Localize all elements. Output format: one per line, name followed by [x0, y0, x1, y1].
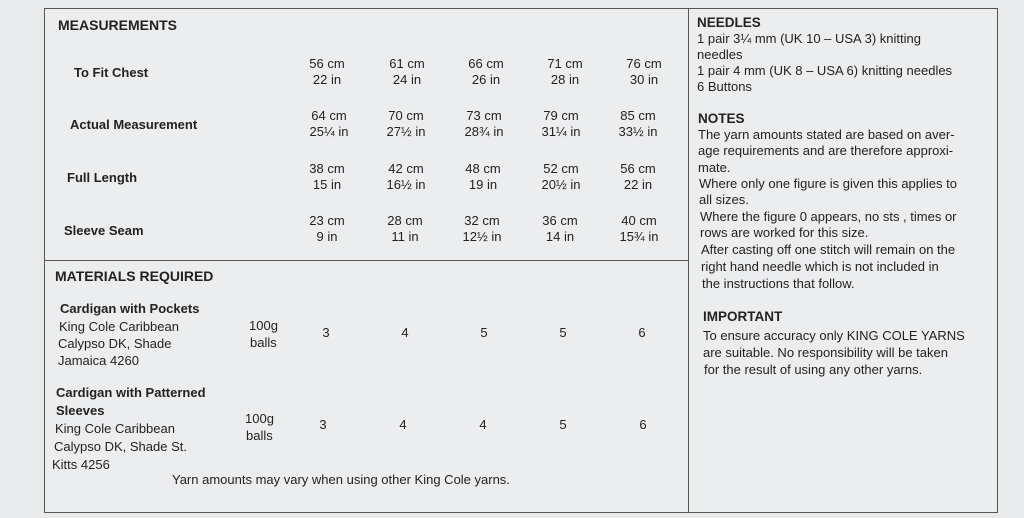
material-1-qty-1: 3 [322, 325, 330, 340]
notes-line-7: rows are worked for this size. [700, 225, 869, 240]
notes-line-6: Where the figure 0 appears, no sts , times or [700, 209, 957, 224]
needles-line-3: 1 pair 4 mm (UK 8 – USA 6) knitting needles [697, 63, 953, 78]
chest-size-1: 56 cm 22 in [309, 56, 345, 87]
yarn-footnote: Yarn amounts may vary when using other King Cole yarns. [172, 472, 510, 487]
material-2-qty-3: 4 [479, 417, 487, 432]
important-line-1: To ensure accuracy only KING COLE YARNS [703, 328, 965, 343]
notes-line-4: Where only one figure is given this applies to [699, 176, 957, 191]
chest-size-4: 71 cm 28 in [547, 56, 583, 87]
material-1-unit-weight: 100g [249, 318, 278, 333]
row-label-sleeve-seam: Sleeve Seam [64, 223, 144, 238]
material-2-unit-weight: 100g [245, 411, 274, 426]
notes-line-5: all sizes. [699, 192, 749, 207]
material-2-unit-balls: balls [246, 428, 273, 443]
length-size-5: 56 cm 22 in [620, 161, 656, 192]
length-size-3: 48 cm 19 in [465, 161, 501, 192]
needles-line-4: 6 Buttons [697, 79, 752, 94]
notes-line-8: After casting off one stitch will remain on the [701, 242, 956, 257]
materials-heading: MATERIALS REQUIRED [55, 268, 214, 284]
length-size-4: 52 cm 20½ in [541, 161, 581, 192]
material-1-line-3: Jamaica 4260 [58, 353, 139, 368]
material-2-qty-4: 5 [559, 417, 567, 432]
needles-line-1: 1 pair 3¼ mm (UK 10 – USA 3) knitting [697, 31, 921, 46]
sleeve-size-5: 40 cm 15¾ in [619, 213, 659, 244]
length-size-1: 38 cm 15 in [309, 161, 345, 192]
measurements-heading: MEASUREMENTS [58, 17, 178, 33]
notes-line-1: The yarn amounts stated are based on aver- [698, 127, 955, 142]
material-1-qty-4: 5 [559, 325, 567, 340]
actual-size-1: 64 cm 25¼ in [309, 108, 349, 139]
sleeve-size-4: 36 cm 14 in [542, 213, 578, 244]
sleeve-size-2: 28 cm 11 in [387, 213, 423, 244]
chest-size-5: 76 cm 30 in [626, 56, 662, 87]
notes-line-9: right hand needle which is not included in [701, 259, 939, 274]
actual-size-2: 70 cm 27½ in [386, 108, 426, 139]
material-2-line-1: King Cole Caribbean [55, 421, 175, 436]
material-2-title-line-1: Cardigan with Patterned [56, 385, 206, 400]
row-label-full-length: Full Length [67, 170, 138, 185]
material-2-title-line-2: Sleeves [56, 403, 105, 418]
chest-size-3: 66 cm 26 in [468, 56, 504, 87]
length-size-2: 42 cm 16½ in [386, 161, 426, 192]
actual-size-5: 85 cm 33½ in [618, 108, 658, 139]
material-1-line-2: Calypso DK, Shade [58, 336, 172, 351]
material-2-qty-2: 4 [399, 417, 407, 432]
needles-line-2: needles [697, 47, 743, 62]
important-line-2: are suitable. No responsibility will be taken [703, 345, 948, 360]
material-2-qty-1: 3 [319, 417, 327, 432]
material-1-qty-5: 6 [638, 325, 646, 340]
actual-size-4: 79 cm 31¼ in [541, 108, 581, 139]
material-1-qty-2: 4 [401, 325, 409, 340]
row-label-to-fit-chest: To Fit Chest [74, 65, 149, 80]
important-line-3: for the result of using any other yarns. [704, 362, 923, 377]
material-2-line-3: Kitts 4256 [52, 457, 110, 472]
section-divider [44, 260, 689, 261]
material-1-title: Cardigan with Pockets [60, 301, 200, 316]
actual-size-3: 73 cm 28¾ in [464, 108, 504, 139]
material-2-line-2: Calypso DK, Shade St. [54, 439, 187, 454]
notes-line-3: mate. [698, 160, 731, 175]
notes-line-2: age requirements and are therefore approxi- [698, 143, 954, 158]
material-2-qty-5: 6 [639, 417, 647, 432]
material-1-line-1: King Cole Caribbean [59, 319, 179, 334]
notes-line-10: the instructions that follow. [702, 276, 855, 291]
chest-size-2: 61 cm 24 in [389, 56, 425, 87]
material-1-qty-3: 5 [480, 325, 488, 340]
material-1-unit-balls: balls [250, 335, 277, 350]
sleeve-size-3: 32 cm 12½ in [462, 213, 502, 244]
needles-heading: NEEDLES [697, 15, 761, 30]
row-label-actual-measurement: Actual Measurement [70, 117, 198, 132]
important-heading: IMPORTANT [703, 309, 783, 324]
notes-heading: NOTES [698, 111, 745, 126]
sleeve-size-1: 23 cm 9 in [309, 213, 345, 244]
